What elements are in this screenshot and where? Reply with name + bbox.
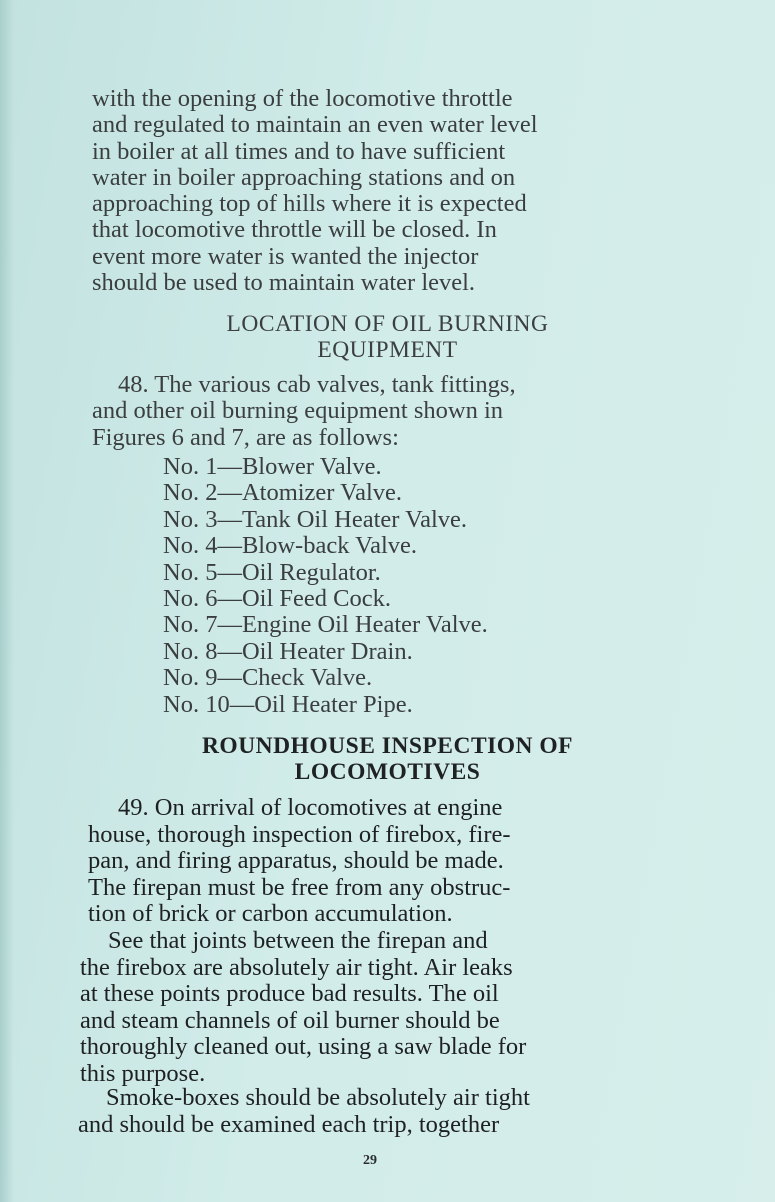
- text-line: and regulated to maintain an even water level: [92, 111, 538, 139]
- text-line: pan, and firing apparatus, should be made.: [88, 847, 504, 874]
- text-line: thoroughly cleaned out, using a saw blade for: [80, 1033, 527, 1060]
- paragraph-49: [88, 795, 684, 928]
- list-item: No. 8—Oil Heater Drain.: [163, 637, 413, 665]
- text-line: tion of brick or carbon accumulation.: [88, 900, 453, 927]
- paragraph-joints: [80, 928, 682, 1087]
- text-line: house, thorough inspection of firebox, fire-: [88, 820, 511, 848]
- page-spine-shadow: [0, 0, 14, 1202]
- page-number: 29: [363, 1153, 377, 1168]
- heading-line: ROUNDHOUSE INSPECTION OF: [201, 733, 574, 759]
- section-heading-oil-burning-equipment: [60, 311, 715, 363]
- list-item: No. 3—Tank Oil Heater Valve.: [163, 505, 468, 533]
- paragraph-smoke-boxes: [78, 1085, 682, 1138]
- list-item: No. 6—Oil Feed Cock.: [163, 585, 391, 613]
- list-item: No. 4—Blow-back Valve.: [163, 532, 418, 560]
- list-item: No. 10—Oil Heater Pipe.: [163, 690, 413, 718]
- list-item: No. 2—Atomizer Valve.: [163, 479, 403, 507]
- paragraph-continued: [92, 86, 720, 296]
- section-heading-roundhouse-inspection: [60, 733, 715, 785]
- text-line: 48. The various cab valves, tank fittings,: [118, 371, 516, 398]
- text-line: the firebox are absolutely air tight. Air leaks: [80, 953, 513, 981]
- text-line: and steam channels of oil burner should be: [80, 1006, 500, 1034]
- list-item: No. 7—Engine Oil Heater Valve.: [163, 611, 488, 639]
- text-line: this purpose.: [80, 1059, 206, 1087]
- text-line: that locomotive throttle will be closed. In: [92, 216, 497, 244]
- text-line: should be used to maintain water level.: [92, 269, 476, 297]
- text-line: The firepan must be free from any obstruc-: [88, 873, 511, 901]
- list-item: No. 1—Blower Valve.: [163, 453, 382, 480]
- list-item: No. 5—Oil Regulator.: [163, 558, 381, 586]
- text-line: and other oil burning equipment shown in: [92, 397, 503, 425]
- text-line: and should be examined each trip, together: [78, 1110, 500, 1138]
- heading-line: EQUIPMENT: [317, 337, 458, 363]
- text-line: Figures 6 and 7, are as follows:: [92, 423, 399, 451]
- text-line: approaching top of hills where it is expected: [92, 190, 527, 218]
- text-line: in boiler at all times and to have sufficient: [92, 137, 506, 165]
- text-line: with the opening of the locomotive throttle: [92, 85, 513, 112]
- text-line: Smoke-boxes should be absolutely air tight: [106, 1084, 530, 1111]
- equipment-list: [163, 454, 488, 718]
- text-line: at these points produce bad results. The oil: [80, 980, 499, 1007]
- paragraph-48: [92, 372, 720, 451]
- heading-line: LOCOMOTIVES: [294, 759, 481, 785]
- heading-line: LOCATION OF OIL BURNING: [226, 311, 549, 337]
- text-line: water in boiler approaching stations and on: [92, 163, 516, 191]
- list-item: No. 9—Check Valve.: [163, 664, 373, 692]
- text-line: 49. On arrival of locomotives at engine: [118, 794, 503, 821]
- text-line: See that joints between the firepan and: [108, 927, 488, 954]
- text-line: event more water is wanted the injector: [92, 242, 479, 270]
